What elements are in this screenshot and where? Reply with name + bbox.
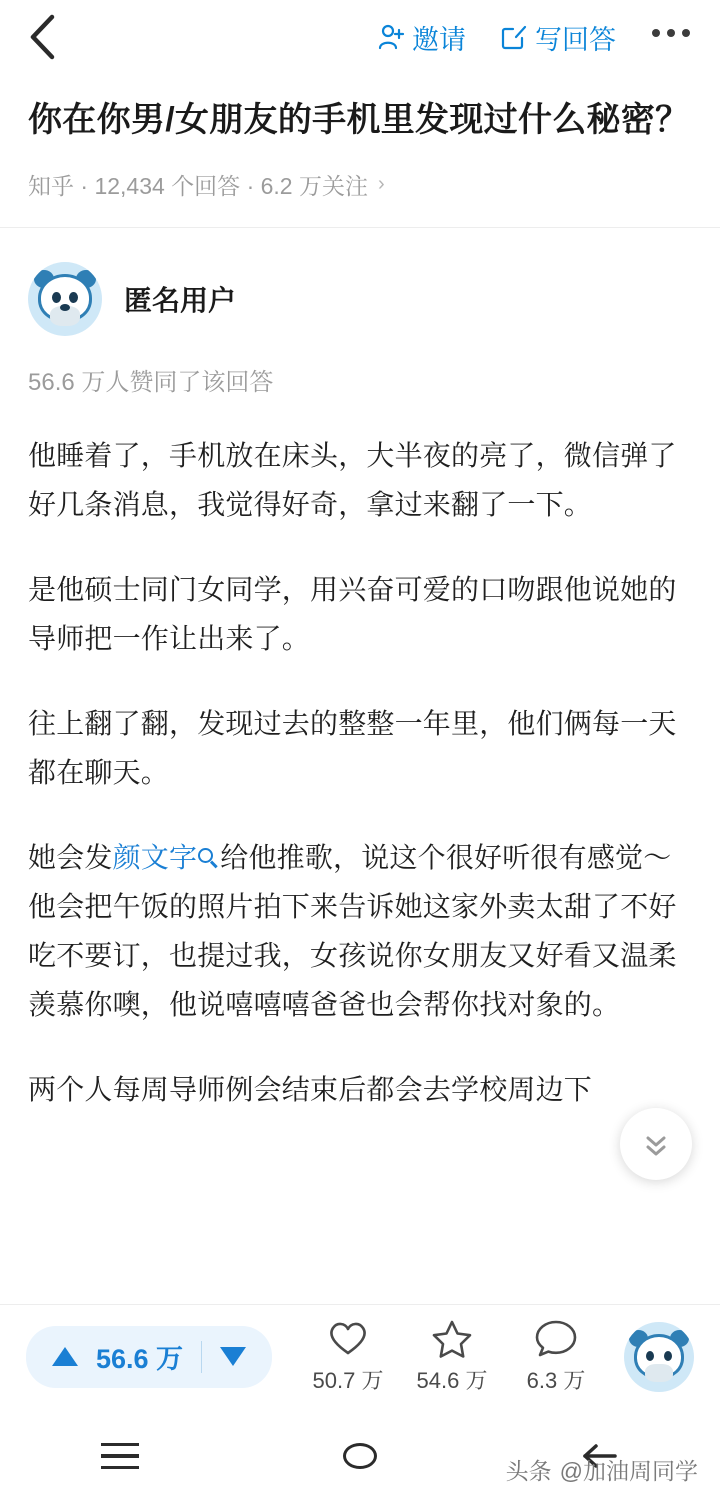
- menu-icon: [101, 1443, 139, 1470]
- person-add-icon: [377, 23, 405, 51]
- chevron-double-down-icon: [637, 1125, 675, 1163]
- dot-3: [682, 29, 690, 37]
- triangle-up-icon[interactable]: [52, 1347, 78, 1366]
- vote-pill-separator: [201, 1341, 202, 1373]
- comment-count: 6.3 万: [526, 1368, 586, 1393]
- chevron-left-icon: [26, 12, 60, 62]
- user-avatar-eye-right: [664, 1351, 672, 1361]
- user-avatar[interactable]: [624, 1322, 694, 1392]
- menu-line-1: [101, 1443, 139, 1447]
- menu-line-3: [101, 1466, 139, 1470]
- like-count: 50.7 万: [312, 1368, 384, 1393]
- question-block: [0, 74, 720, 227]
- answer-paragraph-1: 他睡着了，手机放在床头，大半夜的亮了，微信弹了好几条消息，我觉得好奇，拿过来翻了一下。: [28, 439, 677, 520]
- answer-paragraph-5: 两个人每周导师例会结束后都会去学校周边下: [28, 1073, 593, 1105]
- avatar-eye-right: [69, 292, 78, 303]
- expand-answer-button[interactable]: [620, 1108, 692, 1180]
- answer-vote-line: 56.6 万人赞同了该回答: [28, 368, 274, 396]
- answer-paragraph-2: 是他硕士同门女同学，用兴奋可爱的口吻跟他说她的导师把一作让出来了。: [28, 573, 677, 654]
- user-avatar-eye-left: [646, 1351, 654, 1361]
- answer-author-row[interactable]: [28, 262, 692, 336]
- user-avatar-muzzle: [645, 1364, 673, 1382]
- star-icon: [430, 1318, 474, 1358]
- paragraph-lead-text: 她会发: [28, 841, 113, 873]
- write-answer-button[interactable]: [500, 18, 616, 57]
- dot-1: [652, 29, 660, 37]
- comment-icon: [534, 1318, 578, 1358]
- compose-icon: [500, 23, 528, 51]
- upvote-count: 56.6 万: [96, 1344, 184, 1374]
- watermark-logo: 头条: [505, 1458, 552, 1484]
- answer-paragraph-4: [28, 833, 692, 1029]
- like-button[interactable]: [296, 1318, 400, 1395]
- favorite-count: 54.6 万: [416, 1368, 488, 1393]
- home-circle-icon: [343, 1443, 377, 1469]
- write-answer-label: 写回答: [535, 24, 616, 55]
- avatar-nose: [60, 304, 70, 311]
- watermark-text: @加油周同学: [559, 1458, 698, 1484]
- paragraph-rest-text: 给他推歌，说这个很好听很有感觉～他会把午饭的照片拍下来告诉她这家外卖太甜了不好吃不要订，也提过我，女孩说你女朋友又好看又温柔羡慕你噢，他说嘻嘻嘻爸爸也会帮你找对象的。: [28, 841, 677, 1020]
- answer-paragraph-3: 往上翻了翻，发现过去的整整一年里，他们俩每一天都在聊天。: [28, 707, 677, 788]
- invite-button[interactable]: [377, 18, 466, 57]
- favorite-button[interactable]: [400, 1318, 504, 1395]
- comment-button[interactable]: [504, 1318, 608, 1395]
- author-name: 匿名用户: [124, 284, 237, 316]
- nav-recents-button[interactable]: [0, 1443, 240, 1470]
- question-meta-text: 知乎 · 12,434 个回答 · 6.2 万关注: [28, 172, 368, 199]
- search-icon[interactable]: [198, 848, 220, 870]
- chevron-right-icon: ›: [377, 172, 385, 195]
- invite-label: 邀请: [412, 24, 466, 55]
- question-meta[interactable]: [28, 168, 692, 227]
- question-title: 你在你男/女朋友的手机里发现过什么秘密？: [28, 101, 690, 139]
- answer-body: [0, 228, 720, 1304]
- vote-pill[interactable]: [26, 1326, 272, 1388]
- back-button[interactable]: [26, 15, 70, 59]
- system-nav-bar: [0, 1408, 720, 1504]
- heart-icon: [326, 1318, 370, 1358]
- inline-link-term[interactable]: 颜文字: [112, 841, 198, 873]
- avatar[interactable]: [28, 262, 102, 336]
- top-bar: [0, 0, 720, 74]
- nav-home-button[interactable]: [240, 1443, 480, 1469]
- menu-line-2: [101, 1454, 139, 1458]
- triangle-down-icon[interactable]: [220, 1347, 246, 1366]
- dot-2: [667, 29, 675, 37]
- watermark: [506, 1453, 698, 1486]
- more-options-button[interactable]: [652, 29, 690, 45]
- action-bar: [0, 1304, 720, 1408]
- search-icon-handle: [211, 860, 218, 867]
- avatar-eye-left: [52, 292, 61, 303]
